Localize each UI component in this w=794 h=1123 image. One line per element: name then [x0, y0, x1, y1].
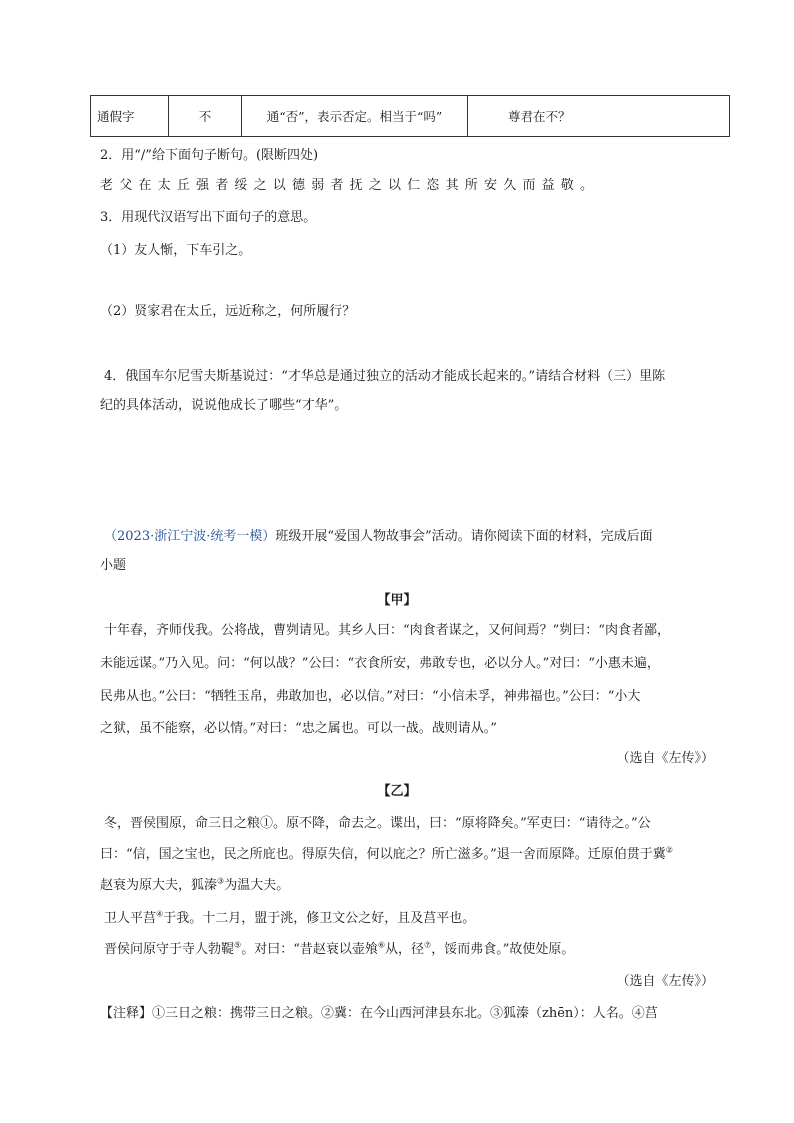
- footnote-marker: ④: [156, 909, 164, 919]
- section-intro-text: 班级开展“爱国人物故事会”活动。请你阅读下面的材料，完成后面: [275, 529, 653, 544]
- passage-jia-line-4: 之狱，虽不能察，必以情。”对曰：“忠之属也。可以一战。战则请从。”: [100, 721, 497, 736]
- passage-yi-line-4-text-a: 卫人平莒: [104, 911, 157, 926]
- section-intro-line-1: [104, 528, 653, 546]
- passage-yi-line-3-text-a: 赵衰为原大夫，狐溱: [100, 878, 218, 893]
- passage-yi-line-5-text-c: 从，径: [385, 942, 425, 957]
- passage-jia-line-3: 民弗从也。”公曰：“牺牲玉帛，弗敢加也，必以信。”对曰：“小信未孚，神弗福也。”公曰：“小大: [100, 689, 641, 704]
- passage-yi-line-5: [104, 941, 574, 959]
- passage-jia-heading: 【甲】: [377, 593, 417, 608]
- table-cell-example: 尊君在不？: [508, 109, 571, 124]
- passage-yi-line-2: [100, 846, 673, 864]
- passage-yi-line-3: [100, 877, 289, 895]
- source-tag: （2023·浙江宁波·统考一模）: [104, 529, 276, 544]
- table-cell-type: 通假字: [91, 96, 169, 136]
- passage-jia-line-2: 未能远谋。”乃入见。问：“何以战？”公曰：“衣食所安，弗敢专也，必以分人。”对曰：“小惠未遍，: [100, 656, 660, 671]
- question-3-item-2: （2）贤家君在太丘，远近称之，何所履行？: [100, 304, 356, 319]
- question-4-line-1: 4．俄国车尔尼雪夫斯基说过：“才华总是通过独立的活动才能成长起来的。”请结合材料（三）里陈: [104, 369, 666, 384]
- footnote-marker: ②: [665, 845, 673, 855]
- passage-jia-line-1: 十年春，齐师伐我。公将战，曹刿请见。其乡人曰：“肉食者谋之，又何间焉？”刿曰：“肉食者鄙，: [104, 623, 670, 638]
- passage-yi-line-4: [104, 910, 475, 928]
- footnote-marker: ⑥: [377, 940, 386, 950]
- passage-yi-source: （选自《左传》）: [616, 974, 714, 989]
- table-cell-char: 不: [169, 96, 242, 136]
- passage-yi-line-5-text-a: 晋侯问原守于寺人勃鞮: [104, 942, 235, 957]
- passage-yi-line-2-text: 曰：“信，国之宝也，民之所庇也。得原失信，何以庇之？所亡滋多。”退一舍而原降。迁原伯贯于冀: [100, 847, 666, 862]
- passage-yi-line-1: 冬，晋侯围原，命三日之粮①。原不降，命去之。谍出，曰：“原将降矣。”军吏曰：“请待之。”公: [104, 816, 651, 831]
- notes-line-1: 【注释】①三日之粮：携带三日之粮。②冀：在今山西河津县东北。③狐溱（zhēn）：人名。④莒: [100, 1006, 658, 1021]
- question-3-item-1: （1）友人惭，下车引之。: [100, 243, 252, 258]
- passage-jia-source: （选自《左传》）: [616, 751, 714, 766]
- passage-yi-line-4-text-b: 于我。十二月，盟于洮，修卫文公之好，且及莒平也。: [163, 911, 476, 926]
- footnote-marker: ③: [217, 876, 225, 886]
- question-4-line-2: 纪的具体活动，说说他成长了哪些“才华”。: [100, 398, 348, 413]
- section-intro-line-2: 小题: [100, 558, 127, 573]
- question-3-title: 3．用现代汉语写出下面句子的意思。: [100, 210, 317, 225]
- footnote-marker: ⑦: [424, 940, 432, 950]
- question-2-sentence: 老父在太丘强者绥之以德弱者抚之以仁恣其所安久而益敬。: [100, 178, 600, 193]
- passage-yi-heading: 【乙】: [377, 784, 417, 799]
- footnote-marker: ⑤: [234, 940, 242, 950]
- question-2-title: 2．用“/”给下面句子断句。(限断四处): [100, 148, 319, 163]
- passage-yi-line-5-text-d: ，馁而弗食。”故使处原。: [431, 942, 575, 957]
- passage-yi-line-3-text-b: 为温大夫。: [224, 878, 290, 893]
- passage-yi-line-5-text-b: 。对曰：“昔赵衰以壶飧: [241, 942, 378, 957]
- table-cell-meaning: 通“否”，表示否定。相当于“吗”: [242, 96, 468, 136]
- vocab-table-row: [90, 95, 730, 137]
